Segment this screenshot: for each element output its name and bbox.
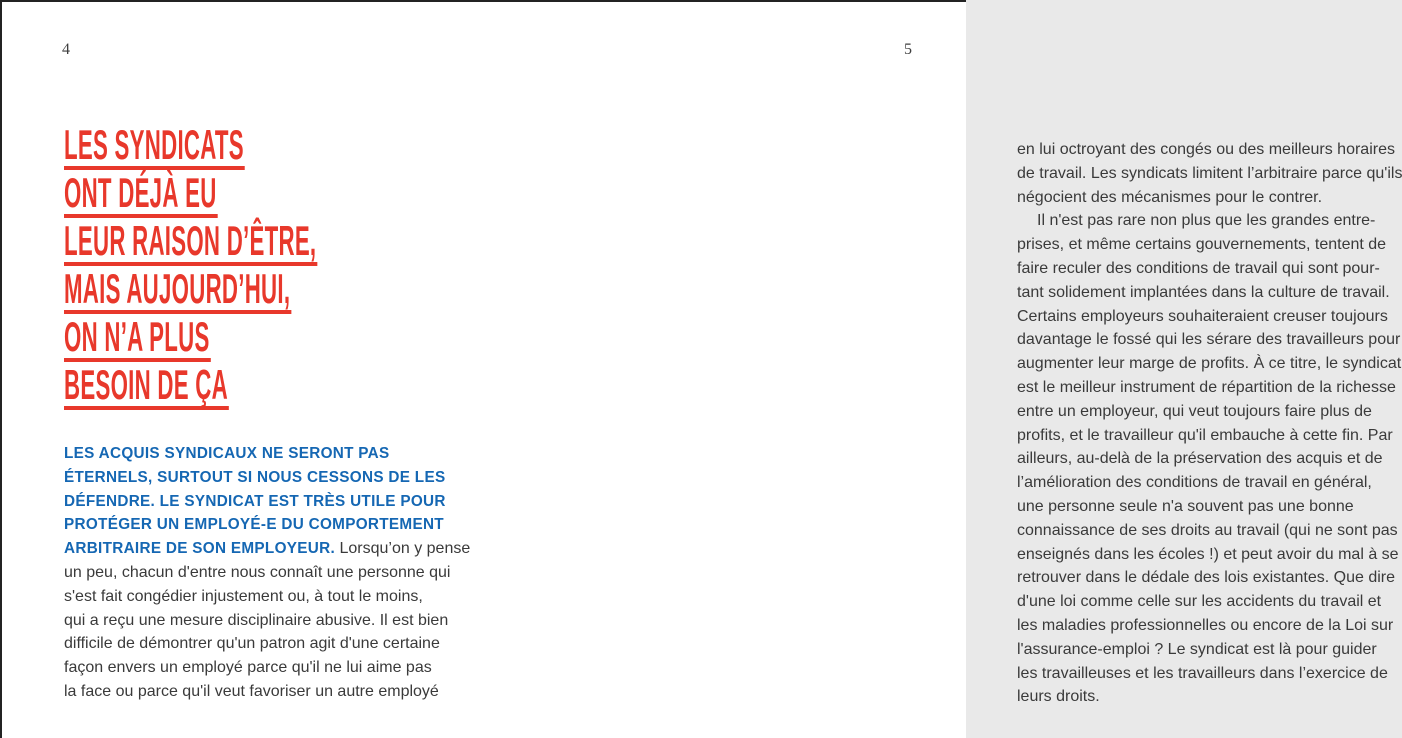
body-line: les travailleuses et les travailleurs dans l’exercice de [1017,664,1388,682]
body-line [64,513,470,537]
body-line: ailleurs, au-delà de la préservation des acquis et de [1017,450,1383,468]
headline-text: ONT DÉJÀ EU [64,169,217,216]
body-line: l'assurance-emploi ? Le syndicat est là pour guider [1017,640,1377,658]
body-line [64,561,470,585]
body-line: Certains employeurs souhaiteraient creuser toujours [1017,307,1388,325]
body-line [64,680,470,704]
body-line: l’amélioration des conditions de travail en général, [1017,474,1372,492]
headline-line [64,265,542,314]
lead-text: DÉFENDRE. LE SYNDICAT EST TRÈS UTILE POUR [64,492,446,510]
headline-text: MAIS AUJOURD’HUI, [64,265,291,312]
body-line: tant solidement implantées dans la culture de travail. [1017,283,1390,301]
page-number-right: 5 [904,41,912,58]
lead-text: ARBITRAIRE DE SON EMPLOYEUR. [64,540,336,558]
body-line: une personne seule n'a souvent pas une bonne [1017,497,1354,515]
body-line [64,632,470,656]
body-line [64,585,470,609]
body-text: un peu, chacun d'entre nous connaît une personne qui [64,563,451,581]
headline-text: LES SYNDICATS [64,121,244,168]
right-body-column [1017,138,1402,709]
lead-text: PROTÉGER UN EMPLOYÉ-E DU COMPORTEMENT [64,516,444,534]
body-line: est le meilleur instrument de répartition de la richesse [1017,378,1396,396]
body-text: Lorsqu’on y pense [335,540,471,558]
lead-text: ÉTERNELS, SURTOUT SI NOUS CESSONS DE LES [64,468,446,486]
body-text: la face ou parce qu'il veut favoriser un autre employé [64,682,439,700]
left-body-column [64,442,470,704]
body-text: qui a reçu une mesure disciplinaire abusive. Il est bien [64,611,449,629]
body-line: leurs droits. [1017,688,1100,706]
body-line: Il n'est pas rare non plus que les grandes entre- [1037,212,1376,230]
body-line: de travail. Les syndicats limitent l’arbitraire parce qu'ils [1017,164,1402,182]
headline-line [64,217,542,266]
body-line: prises, et même certains gouvernements, tentent de [1017,236,1387,254]
body-line: augmenter leur marge de profits. À ce titre, le syndicat [1017,355,1402,373]
body-line: négocient des mécanismes pour le contrer. [1017,188,1323,206]
headline-line [64,121,542,170]
headline-line [64,169,542,218]
page-left [2,2,485,738]
body-line [64,609,470,633]
body-line: davantage le fossé qui les sérare des travailleurs pour [1017,331,1401,349]
body-line: connaissance de ses droits au travail (qui ne sont pas [1017,521,1398,539]
body-line: entre un employeur, qui veut toujours faire plus de [1017,402,1372,420]
body-line [64,537,470,561]
headline-line [64,313,542,362]
body-line [64,442,470,466]
headline-text: ON N’A PLUS [64,313,210,360]
page-number-left: 4 [62,41,70,58]
lead-text: LES ACQUIS SYNDICAUX NE SERONT PAS [64,445,390,462]
body-line [64,490,470,514]
body-line: en lui octroyant des congés ou des meilleurs horaires [1017,141,1395,158]
headline-text: LEUR RAISON D’ÊTRE, [64,217,317,264]
body-text: difficile de démontrer qu'un patron agit d'une certaine [64,635,440,653]
body-line: faire reculer des conditions de travail qui sont pour- [1017,259,1380,277]
body-line [64,656,470,680]
body-line [64,466,470,490]
body-text: s'est fait congédier injustement ou, à tout le moins, [64,587,423,605]
body-line: retrouver dans le dédale des lois existantes. Que dire [1017,569,1395,587]
body-text: façon envers un employé parce qu'il ne lui aime pas [64,659,432,677]
body-line: les maladies professionnelles ou encore de la Loi sur [1017,616,1394,634]
headline-text: BESOIN DE ÇA [64,361,228,408]
headline [64,121,542,412]
headline-line [64,361,542,410]
body-line: d'une loi comme celle sur les accidents du travail et [1017,593,1382,611]
body-line: profits, et le travailleur qu'il embauche à cette fin. Par [1017,426,1393,444]
body-line: enseignés dans les écoles !) et peut avoir du mal à se [1017,545,1399,563]
page-right [485,2,1402,738]
